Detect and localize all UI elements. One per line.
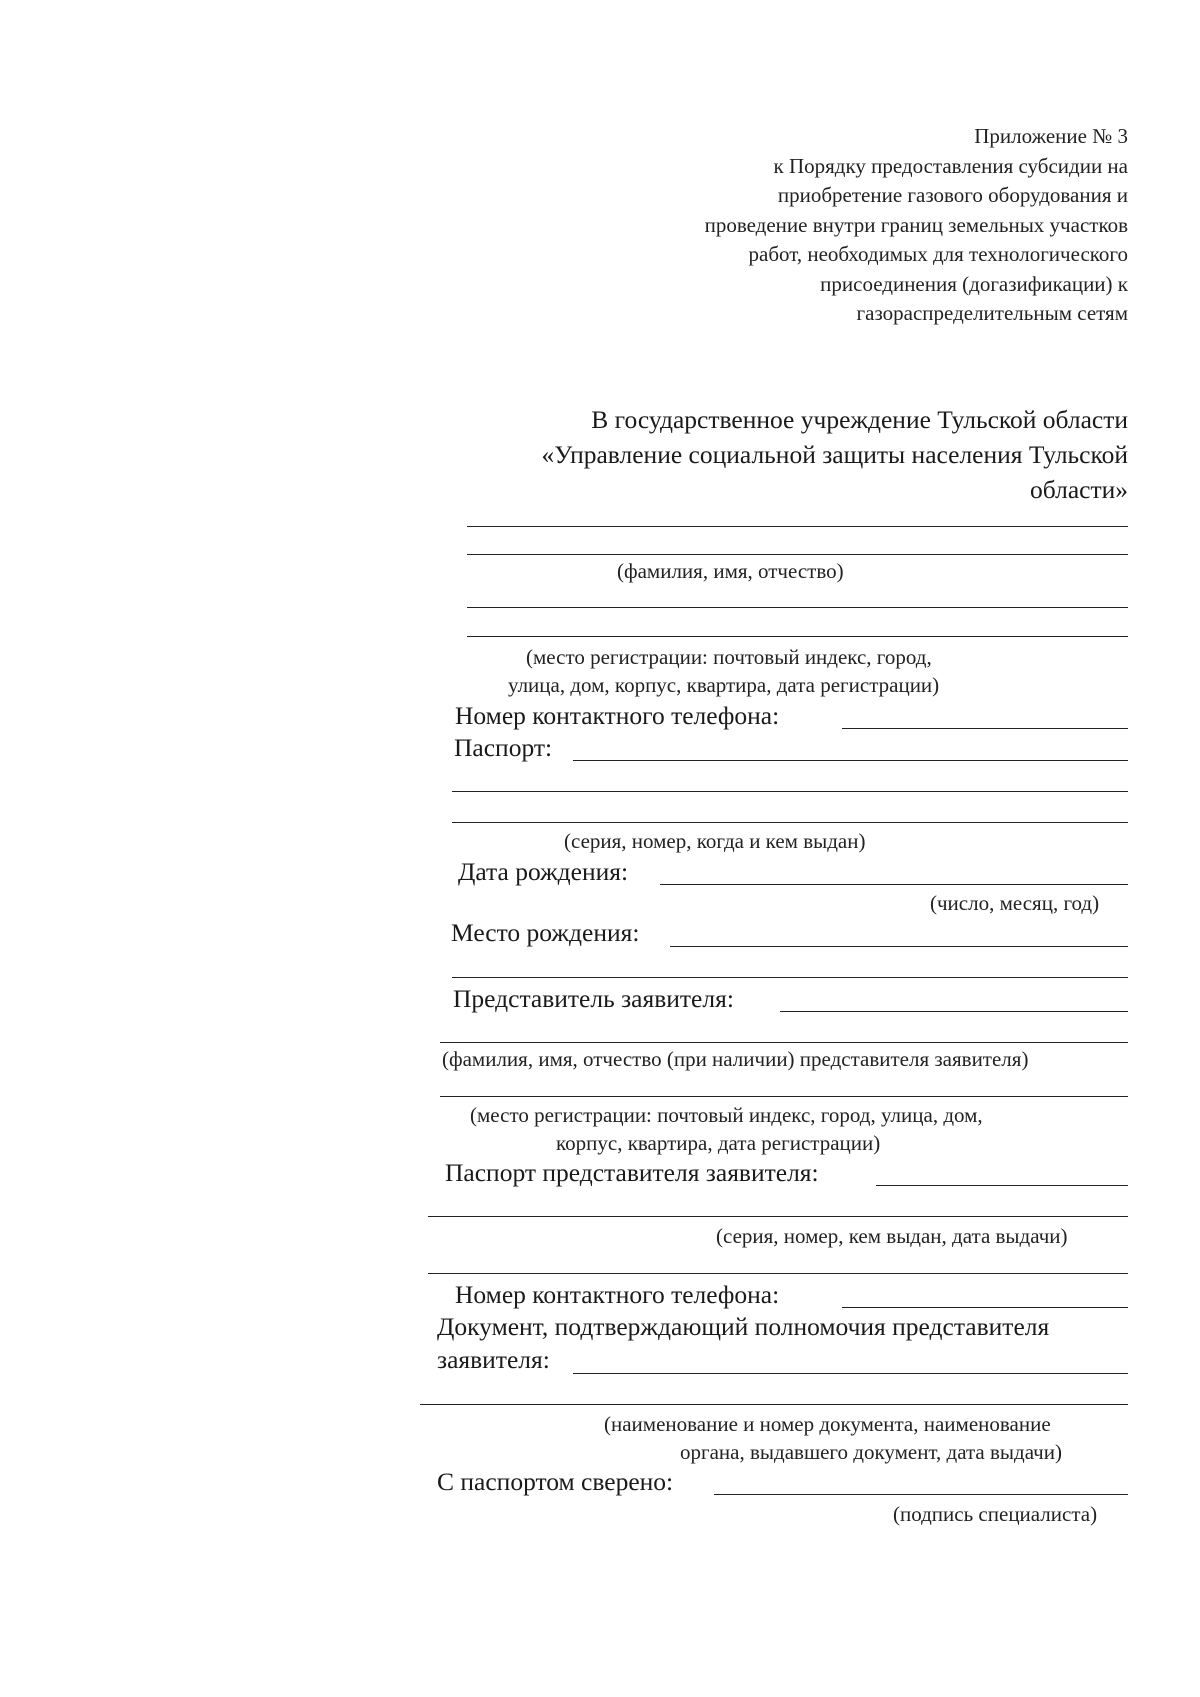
addressee-line: В государственное учреждение Тульской области <box>591 405 1128 434</box>
verified-caption: (подпись специалиста) <box>893 1502 1098 1526</box>
verified-label: С паспортом сверено: <box>437 1467 674 1496</box>
rep-registration-field-line[interactable] <box>440 1096 1128 1097</box>
registration-caption-line-1: (место регистрации: почтовый индекс, город, <box>526 645 932 669</box>
rep-registration-caption-line-2: корпус, квартира, дата регистрации) <box>556 1131 881 1155</box>
birth-place-label: Место рождения: <box>451 918 640 947</box>
appendix-line: к Порядку предоставления субсидии на <box>773 153 1128 178</box>
rep-phone-label: Номер контактного телефона: <box>455 1280 780 1309</box>
appendix-header <box>508 122 1128 329</box>
representative-field[interactable] <box>780 1011 1128 1012</box>
phone-field[interactable] <box>842 728 1128 729</box>
appendix-line: газораспределительным сетям <box>856 301 1128 325</box>
appendix-line: проведение внутри границ земельных участков <box>704 212 1128 237</box>
appendix-line: Приложение № 3 <box>974 124 1128 148</box>
birth-date-label: Дата рождения: <box>458 857 629 886</box>
passport-field-line-2[interactable] <box>452 791 1128 792</box>
rep-registration-caption-line-1: (место регистрации: почтовый индекс, город, улица, дом, <box>470 1103 983 1127</box>
registration-field-line-1[interactable] <box>467 607 1128 608</box>
birth-place-field[interactable] <box>670 946 1128 947</box>
addressee-line: области» <box>1030 475 1128 504</box>
birth-place-field-line-2[interactable] <box>452 977 1128 978</box>
rep-passport-field-line-2[interactable] <box>428 1216 1128 1217</box>
authority-doc-label-line-1: Документ, подтверждающий полномочия представителя <box>437 1312 1050 1341</box>
registration-field-line-2[interactable] <box>467 636 1128 637</box>
addressee-line: «Управление социальной защиты населения Тульской <box>541 440 1128 469</box>
fio-field-line-1[interactable] <box>467 526 1128 527</box>
rep-passport-field-line-3[interactable] <box>428 1273 1128 1274</box>
authority-doc-caption-line-1: (наименование и номер документа, наименование <box>604 1412 1051 1436</box>
authority-doc-caption-line-2: органа, выдавшего документ, дата выдачи) <box>680 1440 1062 1464</box>
rep-passport-label: Паспорт представителя заявителя: <box>445 1158 819 1187</box>
fio-field-line-2[interactable] <box>467 554 1128 555</box>
rep-phone-field[interactable] <box>842 1307 1128 1308</box>
rep-passport-caption: (серия, номер, кем выдан, дата выдачи) <box>716 1224 1068 1248</box>
appendix-line: приобретение газового оборудования и <box>777 183 1128 207</box>
rep-passport-field[interactable] <box>876 1185 1128 1186</box>
passport-field-line-3[interactable] <box>452 822 1128 823</box>
representative-fio-caption: (фамилия, имя, отчество (при наличии) представителя заявителя) <box>442 1047 1029 1071</box>
passport-label: Паспорт: <box>454 733 553 762</box>
birth-date-caption: (число, месяц, год) <box>930 891 1100 915</box>
appendix-line: присоединения (догазификации) к <box>820 271 1128 296</box>
verified-signature-field[interactable] <box>714 1494 1128 1495</box>
passport-field[interactable] <box>573 760 1128 761</box>
authority-doc-field-line-2[interactable] <box>420 1404 1128 1405</box>
phone-label: Номер контактного телефона: <box>455 701 780 730</box>
authority-doc-field[interactable] <box>573 1373 1128 1374</box>
representative-field-line-2[interactable] <box>440 1042 1128 1043</box>
appendix-line: работ, необходимых для технологического <box>748 242 1128 266</box>
fio-caption: (фамилия, имя, отчество) <box>617 559 844 583</box>
birth-date-field[interactable] <box>660 884 1128 885</box>
addressee-block <box>428 402 1128 507</box>
representative-label: Представитель заявителя: <box>453 984 734 1013</box>
registration-caption-line-2: улица, дом, корпус, квартира, дата регистрации) <box>508 673 940 697</box>
passport-caption: (серия, номер, когда и кем выдан) <box>564 829 866 853</box>
authority-doc-label-line-2: заявителя: <box>437 1345 550 1374</box>
